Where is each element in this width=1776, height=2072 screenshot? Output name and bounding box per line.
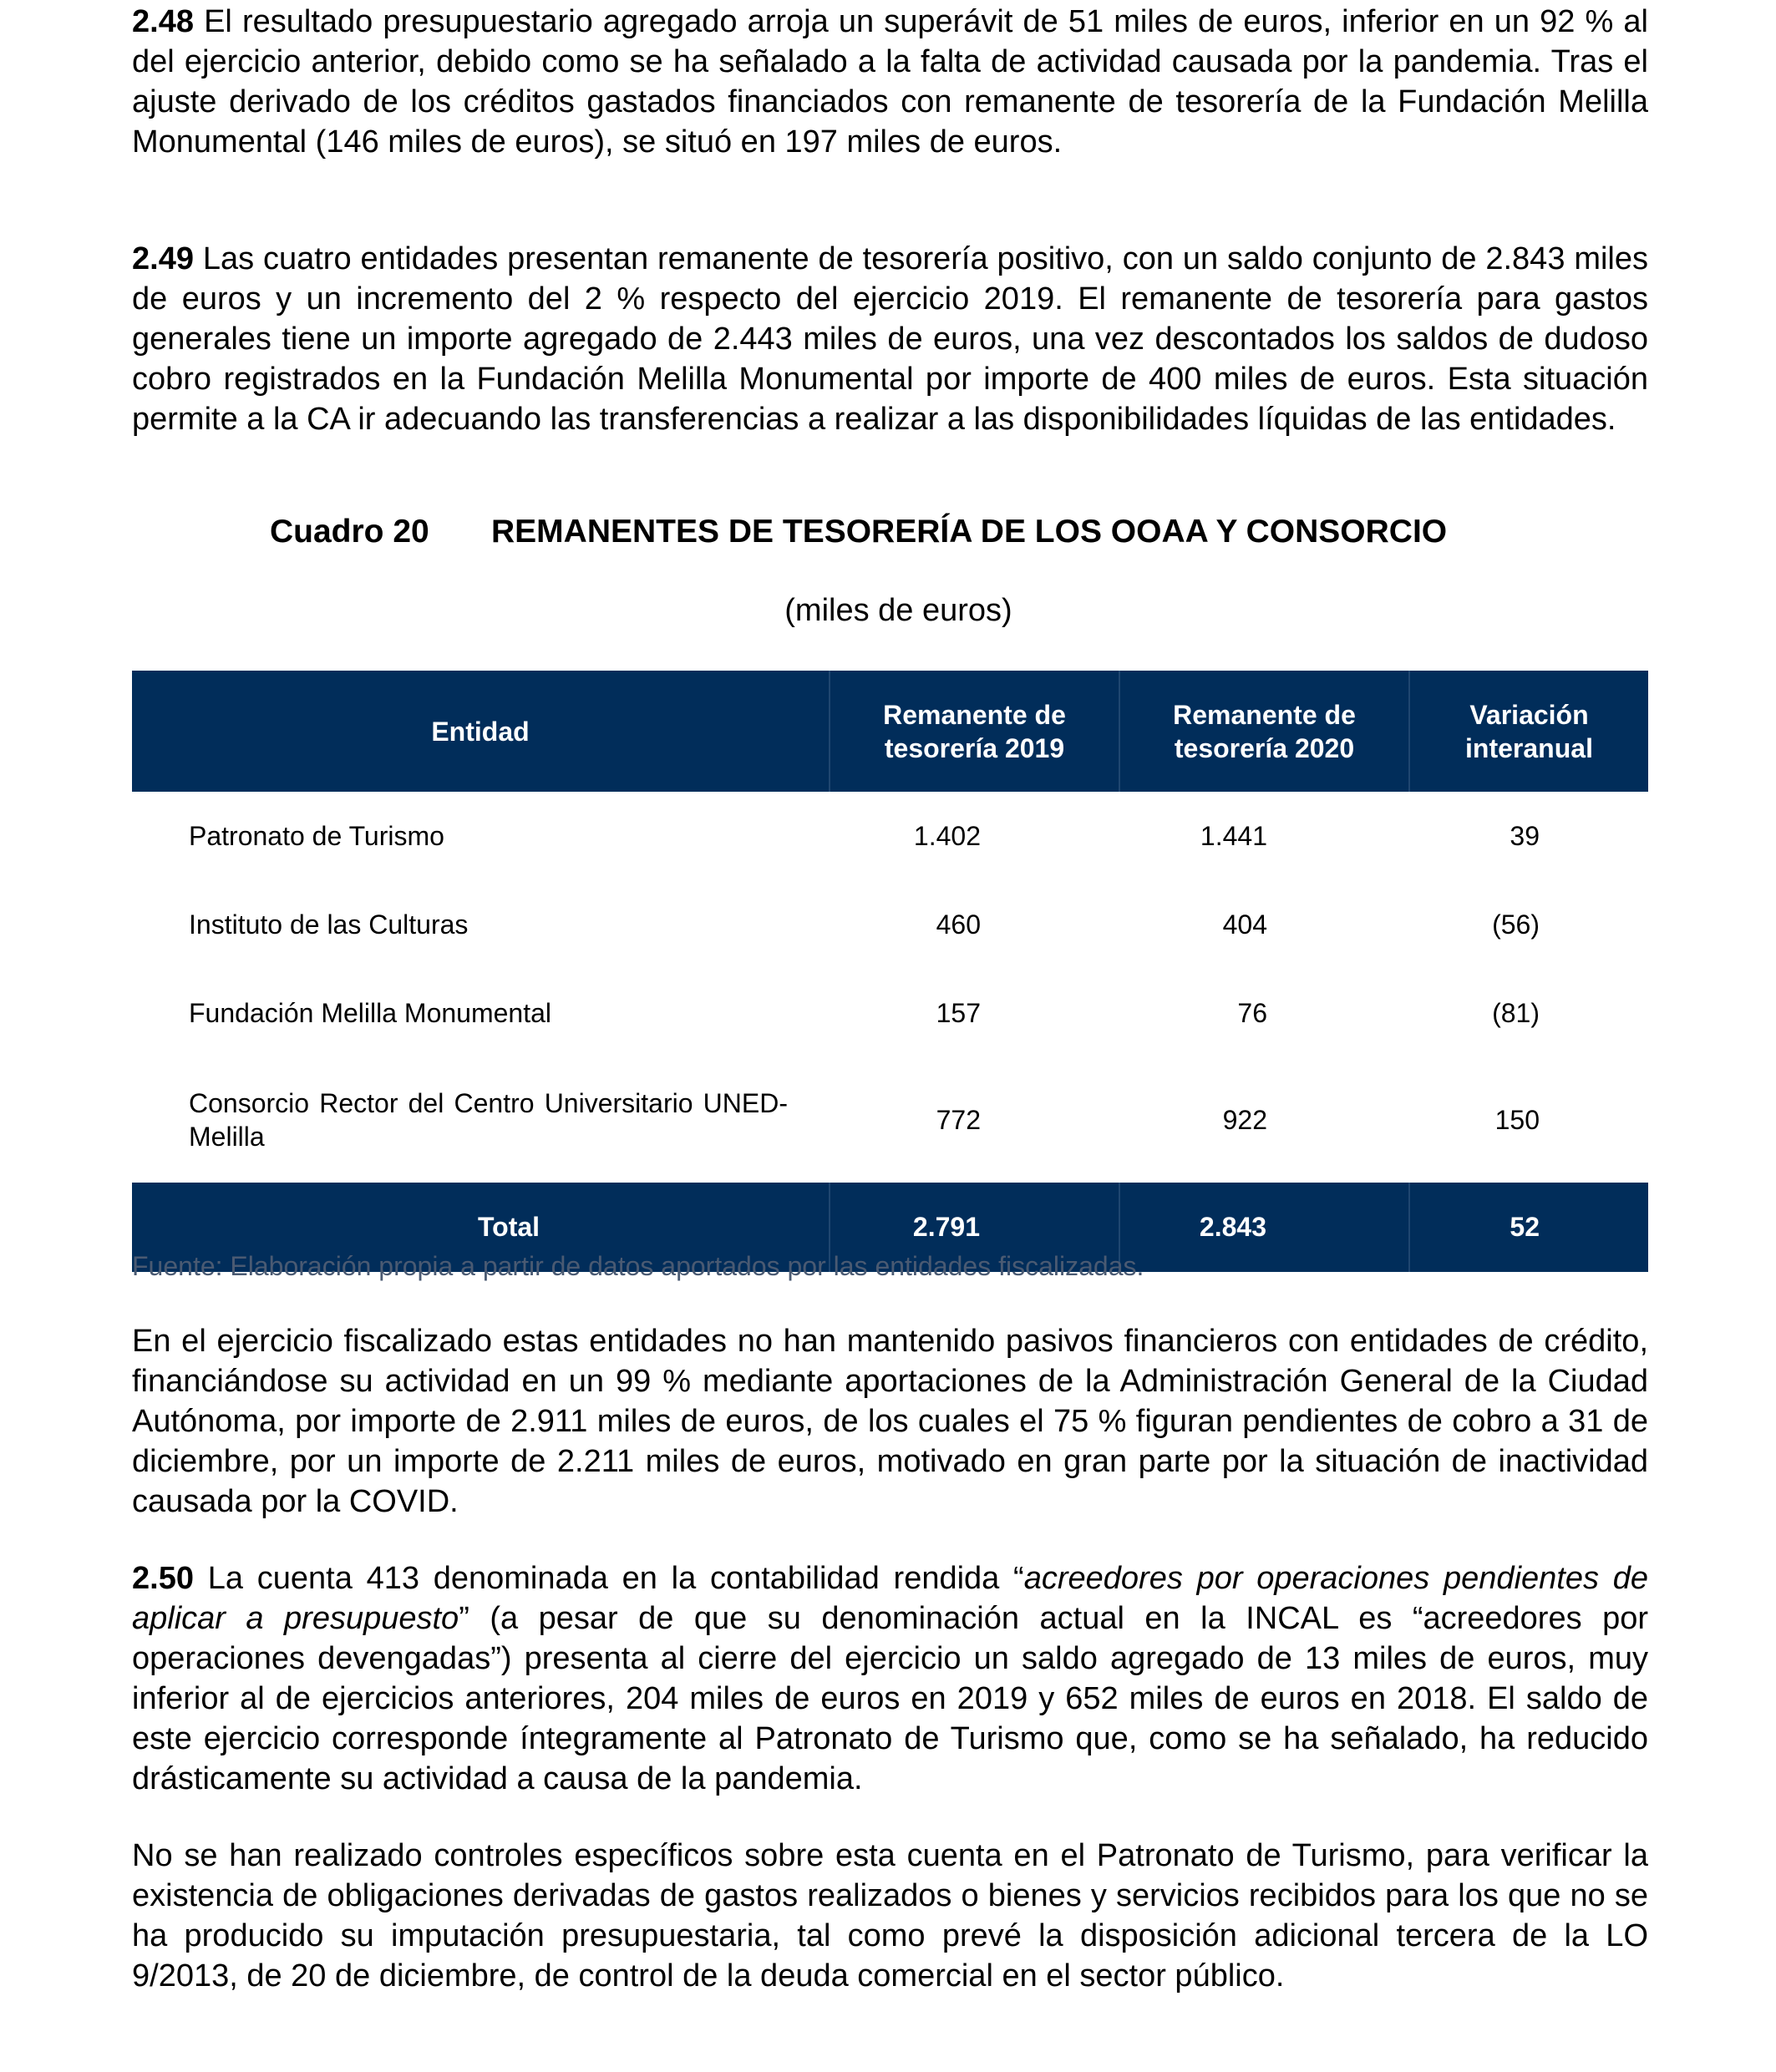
paragraph-financing: En el ejercicio fiscalizado estas entidades no han mantenido pasivos financieros con entidades de crédito, financiándose su actividad en un 99 % mediante aportaciones de la Administración General de la Ciudad Autónoma, por importe de 2.911 miles de euros, de los cuales el 75 % figuran pendientes de cobro a 31 de diciembre, por un importe de 2.211 miles de euros, motivado en gran parte por la situación de inactividad causada por la COVID. (132, 1324, 1648, 1519)
cell-entidad: Instituto de las Culturas (189, 909, 469, 940)
cell-entidad: Consorcio Rector del Centro Universitario UNED-Melilla (189, 1088, 788, 1152)
cell-rt2020: 404 (1222, 909, 1267, 940)
paragraph-number: 2.49 (132, 241, 194, 276)
cell-total-rt2019: 2.791 (830, 1183, 1119, 1272)
cell-variacion: (56) (1492, 909, 1540, 940)
column-header-rt2019: Remanente de tesorería 2019 (830, 671, 1119, 792)
paragraph-number: 2.50 (132, 1561, 194, 1596)
paragraph-2-50 (132, 1558, 1648, 1799)
column-header-rt2020: Remanente de tesorería 2020 (1119, 671, 1409, 792)
cell-entidad: Fundación Melilla Monumental (189, 997, 551, 1028)
paragraph-2-49 (132, 239, 1648, 439)
paragraph-text: La cuenta 413 denominada en la contabilidad rendida “ (193, 1561, 1024, 1596)
table-title: REMANENTES DE TESORERÍA DE LOS OOAA Y CONSORCIO (491, 514, 1448, 550)
cell-rt2019: 772 (936, 1104, 981, 1135)
cell-total-rt2020: 2.843 (1119, 1183, 1409, 1272)
table-row (132, 792, 1648, 880)
paragraph-text: El resultado presupuestario agregado arroja un superávit de 51 miles de euros, inferior en un 92 % al del ejercicio anterior, debido como se ha señalado a la falta de actividad causada por la pandemia. Tras el ajuste derivado de los créditos gastados financiados con remanente de tesorería de la Fundación Melilla Monumental (146 miles de euros), se situó en 197 miles de euros. (132, 4, 1648, 160)
remanentes-table (132, 671, 1648, 1272)
cell-rt2020: 922 (1222, 1104, 1267, 1135)
paragraph-controls: No se han realizado controles específicos sobre esta cuenta en el Patronato de Turismo, para verificar la existencia de obligaciones derivadas de gastos realizados o bienes y servicios recibidos para los que no se ha producido su imputación presupuestaria, tal como prevé la disposición adicional tercera de la LO 9/2013, de 20 de diciembre, de control de la deuda comercial en el sector público. (132, 1838, 1648, 1993)
paragraph-2-48 (132, 2, 1648, 162)
table-row (132, 880, 1648, 969)
cell-rt2020: 76 (1237, 997, 1267, 1028)
table-source-note: Fuente: Elaboración propia a partir de datos aportados por las entidades fiscalizadas. (132, 1251, 1144, 1281)
table-row (132, 1057, 1648, 1183)
cell-rt2020: 1.441 (1200, 820, 1267, 851)
column-header-entidad: Entidad (132, 671, 830, 792)
table-row (132, 969, 1648, 1057)
table-units: (miles de euros) (784, 593, 1012, 628)
cell-total-label: Total (132, 1183, 830, 1272)
cell-rt2019: 1.402 (913, 820, 981, 851)
cell-rt2019: 157 (936, 997, 981, 1028)
cell-entidad: Patronato de Turismo (189, 820, 444, 851)
paragraph-number: 2.48 (132, 4, 194, 39)
cell-variacion: 150 (1494, 1104, 1540, 1135)
paragraph-text: ” (a pesar de que su denominación actual en la INCAL es “acreedores por operaciones devengadas”) presenta al cierre del ejercicio un saldo agregado de 13 miles de euros, muy inferior al de ejercicios anteriores, 204 miles de euros en 2019 y 652 miles de euros en 2018. El saldo de este ejercicio corresponde íntegramente al Patronato de Turismo que, como se ha señalado, ha reducido drásticamente su actividad a causa de la pandemia. (132, 1601, 1648, 1796)
cell-variacion: 39 (1510, 820, 1540, 851)
table-header-row (132, 671, 1648, 792)
paragraph-italic-text: acreedores por operaciones pendientes de aplicar a presupuesto (132, 1561, 1648, 1636)
paragraph-text: Las cuatro entidades presentan remanente de tesorería positivo, con un saldo conjunto de 2.843 miles de euros y un incremento del 2 % respecto del ejercicio 2019. El remanente de tesorería para gastos generales tiene un importe agregado de 2.443 miles de euros, una vez descontados los saldos de dudoso cobro registrados en la Fundación Melilla Monumental por importe de 400 miles de euros. Esta situación permite a la CA ir adecuando las transferencias a realizar a las disponibilidades líquidas de las entidades. (132, 241, 1648, 437)
cell-total-variacion: 52 (1409, 1183, 1648, 1272)
cell-rt2019: 460 (936, 909, 981, 940)
table-number: Cuadro 20 (270, 514, 429, 550)
cell-variacion: (81) (1492, 997, 1540, 1028)
column-header-variacion: Variación interanual (1409, 671, 1648, 792)
